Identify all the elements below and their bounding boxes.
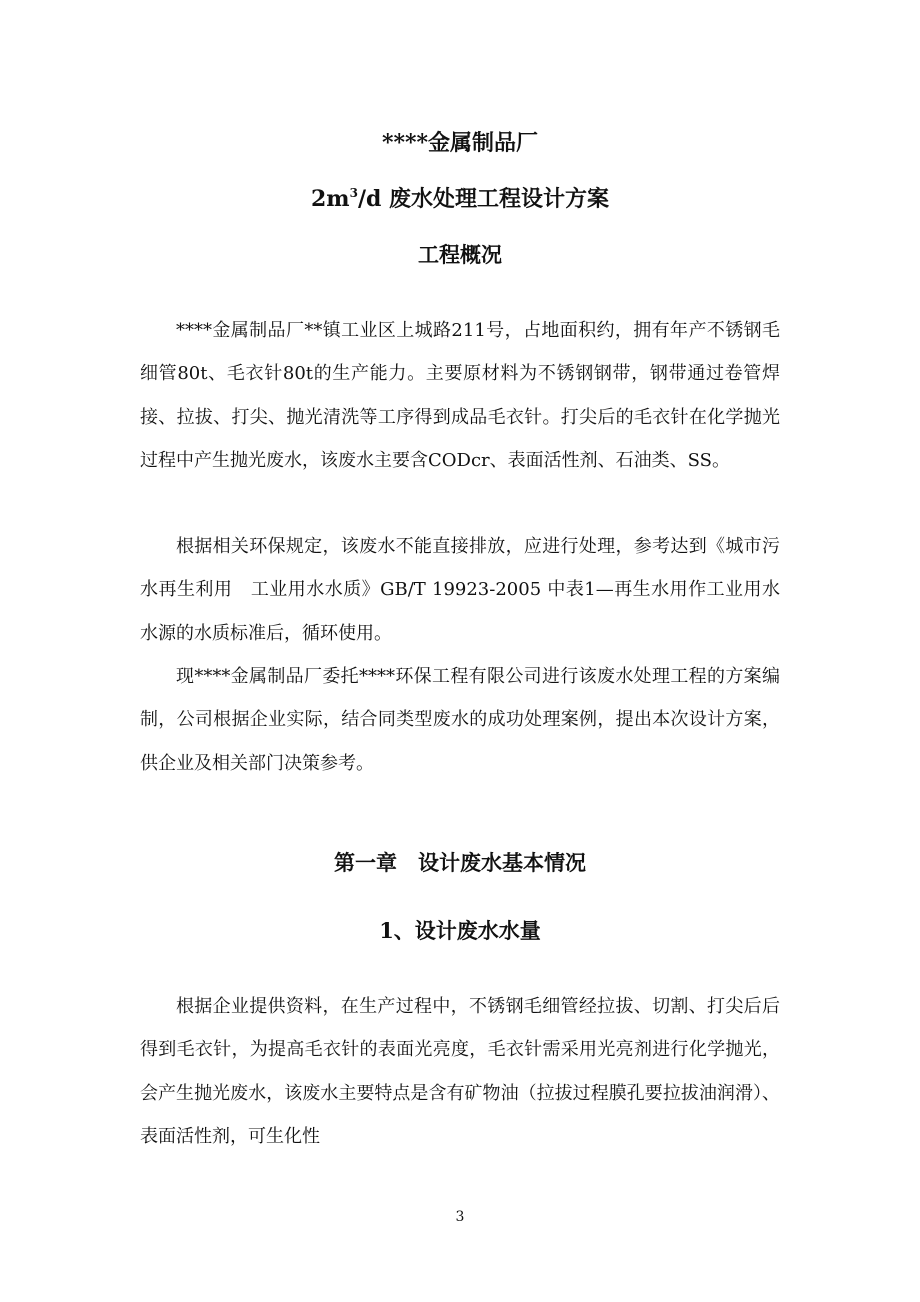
- document-title-line1: ****金属制品厂: [381, 130, 539, 156]
- title-unit-suffix: /d 废水处理工程设计方案: [357, 186, 610, 212]
- page-number: 3: [455, 1209, 465, 1225]
- overview-paragraph-3: 现****金属制品厂委托****环保工程有限公司进行该废水处理工程的方案编制，公司根据企业实际，结合同类型废水的成功处理案例，提出本次设计方案，供企业及相关部门决策参考。: [140, 666, 780, 774]
- title-unit-superscript: 3: [349, 186, 358, 200]
- section1-heading: 1、设计废水水量: [379, 918, 541, 943]
- document-title-line2: [0, 178, 920, 214]
- section1-paragraph: 根据企业提供资料，在生产过程中，不锈钢毛细管经拉拔、切割、打尖后后得到毛衣针，为提高毛衣针的表面光亮度，毛衣针需采用光亮剂进行化学抛光，会产生抛光废水，该废水主要特点是含有矿物油（拉拔过程膜孔要拉拔油润滑）、表面活性剂，可生化性: [140, 996, 780, 1148]
- overview-paragraph-2: 根据相关环保规定，该废水不能直接排放，应进行处理，参考达到《城市污水再生利用 工业用水水质》GB/T 19923-2005 中表1—再生水用作工业用水水源的水质标准后，循环使用。: [140, 536, 780, 644]
- chapter1-heading: 第一章 设计废水基本情况: [334, 850, 586, 875]
- overview-heading: 工程概况: [418, 242, 502, 267]
- title-unit-prefix: 2m: [310, 186, 350, 212]
- overview-paragraph-1: ****金属制品厂**镇工业区上城路211号，占地面积约，拥有年产不锈钢毛细管80t、毛衣针80t的生产能力。主要原材料为不锈钢钢带，钢带通过卷管焊接、拉拔、打尖、抛光清洗等工序得到成品毛衣针。打尖后的毛衣针在化学抛光过程中产生抛光废水，该废水主要含CODcr、表面活性剂、石油类、SS。: [140, 320, 780, 472]
